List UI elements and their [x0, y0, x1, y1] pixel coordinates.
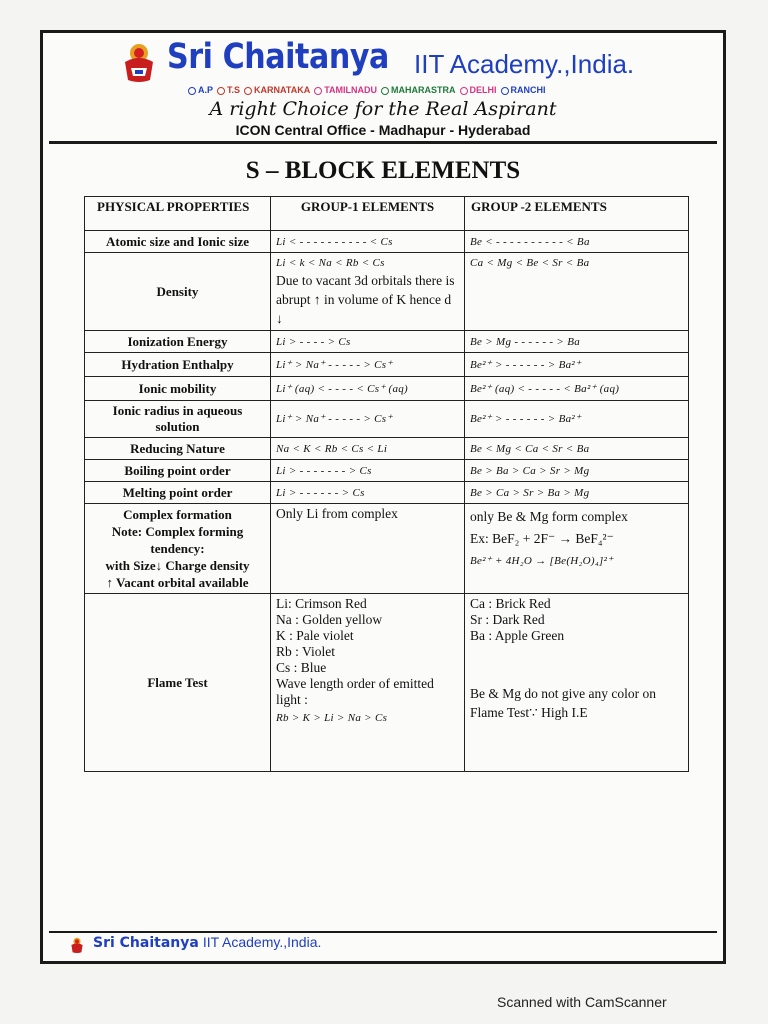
flame-line: Wave length order of emitted light : [276, 676, 434, 707]
table-header-row [85, 197, 689, 231]
footer-divider [49, 931, 717, 933]
state-label: MAHARASTRA [391, 85, 456, 95]
group1-cell: Li > - - - - - - > Cs [271, 482, 465, 504]
property-cell: Flame Test [85, 594, 271, 772]
scanner-watermark: Scanned with CamScanner [497, 994, 667, 1010]
table-row [85, 438, 689, 460]
state-label: A.P [198, 85, 214, 95]
property-cell: Ionic radius in aqueous solution [85, 401, 271, 438]
flame-line: Ca : Brick Red [470, 596, 551, 611]
state-item [314, 85, 377, 95]
complex-line: Note: Complex forming tendency: [111, 524, 244, 556]
bullet-ring-icon [244, 87, 252, 95]
footer-brand-name: Sri Chaitanya [93, 935, 199, 951]
flame-line: Rb : Violet [276, 644, 335, 659]
bullet-ring-icon [188, 87, 196, 95]
state-item [188, 85, 213, 95]
group1-cell: Li < - - - - - - - - - - < Cs [271, 231, 465, 253]
flame-line: Rb > K > Li > Na > Cs [276, 712, 388, 724]
flame-line: Na : Golden yellow [276, 612, 383, 627]
group2-cell: Ca < Mg < Be < Sr < Ba [465, 253, 689, 331]
property-cell: Atomic size and Ionic size [85, 231, 271, 253]
property-cell [85, 504, 271, 594]
brand-suffix: IIT Academy.,India. [414, 49, 635, 79]
complex-line: Be²⁺ + 4H₂O → [Be(H₂O)₄]²⁺ [470, 555, 614, 567]
table-row [85, 401, 689, 438]
group2-cell: Be²⁺ > - - - - - - > Ba²⁺ [465, 401, 689, 438]
group1-cell: Only Li from complex [271, 504, 465, 594]
tagline: A right Choice for the Real Aspirant [209, 98, 557, 120]
group1-cell: Li > - - - - - - - > Cs [271, 460, 465, 482]
group2-cell: Be²⁺ (aq) < - - - - - < Ba²⁺ (aq) [465, 377, 689, 401]
property-cell: Boiling point order [85, 460, 271, 482]
state-label: DELHI [469, 85, 497, 95]
flame-line [470, 644, 683, 684]
table-row [85, 331, 689, 353]
complex-line: Ex: BeF₂ + 2F⁻ → BeF₄²⁻ [470, 531, 614, 546]
group1-cell: Li > - - - - > Cs [271, 331, 465, 353]
density-formula: Li < k < Na < Rb < Cs [276, 257, 385, 269]
group2-cell: Be > Mg - - - - - - > Ba [465, 331, 689, 353]
property-cell: Reducing Nature [85, 438, 271, 460]
property-cell: Ionization Energy [85, 331, 271, 353]
group2-cell: Be < Mg < Ca < Sr < Ba [465, 438, 689, 460]
sri-chaitanya-logo-icon [119, 40, 159, 84]
table-row [85, 594, 689, 772]
group2-cell: Be²⁺ > - - - - - - > Ba²⁺ [465, 353, 689, 377]
state-item [381, 85, 456, 95]
group2-cell [465, 594, 689, 772]
page-title: S – BLOCK ELEMENTS [245, 157, 521, 184]
state-label: KARNATAKA [254, 85, 311, 95]
property-cell: Melting point order [85, 482, 271, 504]
flame-line: Cs : Blue [276, 660, 327, 675]
complex-line: with Size↓ Charge density [105, 558, 250, 573]
group1-cell: Li⁺ > Na⁺ - - - - - > Cs⁺ [271, 353, 465, 377]
state-item [244, 85, 310, 95]
state-label: RANCHI [510, 85, 546, 95]
state-item [501, 85, 546, 95]
bullet-ring-icon [314, 87, 322, 95]
col-header-group1: GROUP-1 ELEMENTS [271, 197, 465, 231]
table-row [85, 460, 689, 482]
flame-line: Li: Crimson Red [276, 596, 367, 611]
bullet-ring-icon [501, 87, 509, 95]
state-label: T.S [227, 85, 241, 95]
properties-table [84, 196, 689, 772]
footer-brand-suffix: IIT Academy.,India. [202, 934, 322, 950]
state-label: TAMILNADU [324, 85, 378, 95]
bullet-ring-icon [381, 87, 389, 95]
header-divider [49, 141, 717, 144]
property-cell: Density [85, 253, 271, 331]
page-frame [40, 30, 726, 964]
office-line: ICON Central Office - Madhapur - Hyderabad [235, 122, 531, 138]
flame-line: Sr : Dark Red [470, 612, 545, 627]
group1-cell: Na < K < Rb < Cs < Li [271, 438, 465, 460]
state-list [188, 85, 550, 95]
group2-cell [465, 504, 689, 594]
table-row [85, 482, 689, 504]
property-cell: Ionic mobility [85, 377, 271, 401]
table-row [85, 353, 689, 377]
table-row [85, 504, 689, 594]
col-header-group2: GROUP -2 ELEMENTS [465, 197, 689, 231]
complex-line: ↑ Vacant orbital available [106, 575, 249, 590]
bullet-ring-icon [460, 87, 468, 95]
group1-cell [271, 253, 465, 331]
footer-brand [93, 934, 321, 952]
group2-cell: Be > Ca > Sr > Ba > Mg [465, 482, 689, 504]
group1-cell [271, 594, 465, 772]
bullet-ring-icon [217, 87, 225, 95]
group1-cell: Li⁺ > Na⁺ - - - - - > Cs⁺ [271, 401, 465, 438]
table-row [85, 253, 689, 331]
density-note: Due to vacant 3d orbitals there is abrupt ↑ in volume of K hence d ↓ [276, 273, 455, 326]
table-row [85, 377, 689, 401]
flame-line: Ba : Apple Green [470, 628, 565, 643]
complex-line: only Be & Mg form complex [470, 509, 628, 524]
group1-cell: Li⁺ (aq) < - - - - < Cs⁺ (aq) [271, 377, 465, 401]
flame-line: Be & Mg do not give any color on Flame Test∵ High I.E [470, 686, 656, 720]
flame-line: K : Pale violet [276, 628, 354, 643]
state-item [217, 85, 240, 95]
footer-logo-icon [69, 936, 85, 954]
property-cell: Hydration Enthalpy [85, 353, 271, 377]
brand-name: Sri Chaitanya [167, 37, 389, 77]
table-row [85, 231, 689, 253]
header [43, 33, 723, 143]
group2-cell: Be < - - - - - - - - - - < Ba [465, 231, 689, 253]
col-header-property: PHYSICAL PROPERTIES [85, 197, 271, 231]
group2-cell: Be > Ba > Ca > Sr > Mg [465, 460, 689, 482]
state-item [460, 85, 497, 95]
complex-line: Complex formation [123, 507, 232, 522]
